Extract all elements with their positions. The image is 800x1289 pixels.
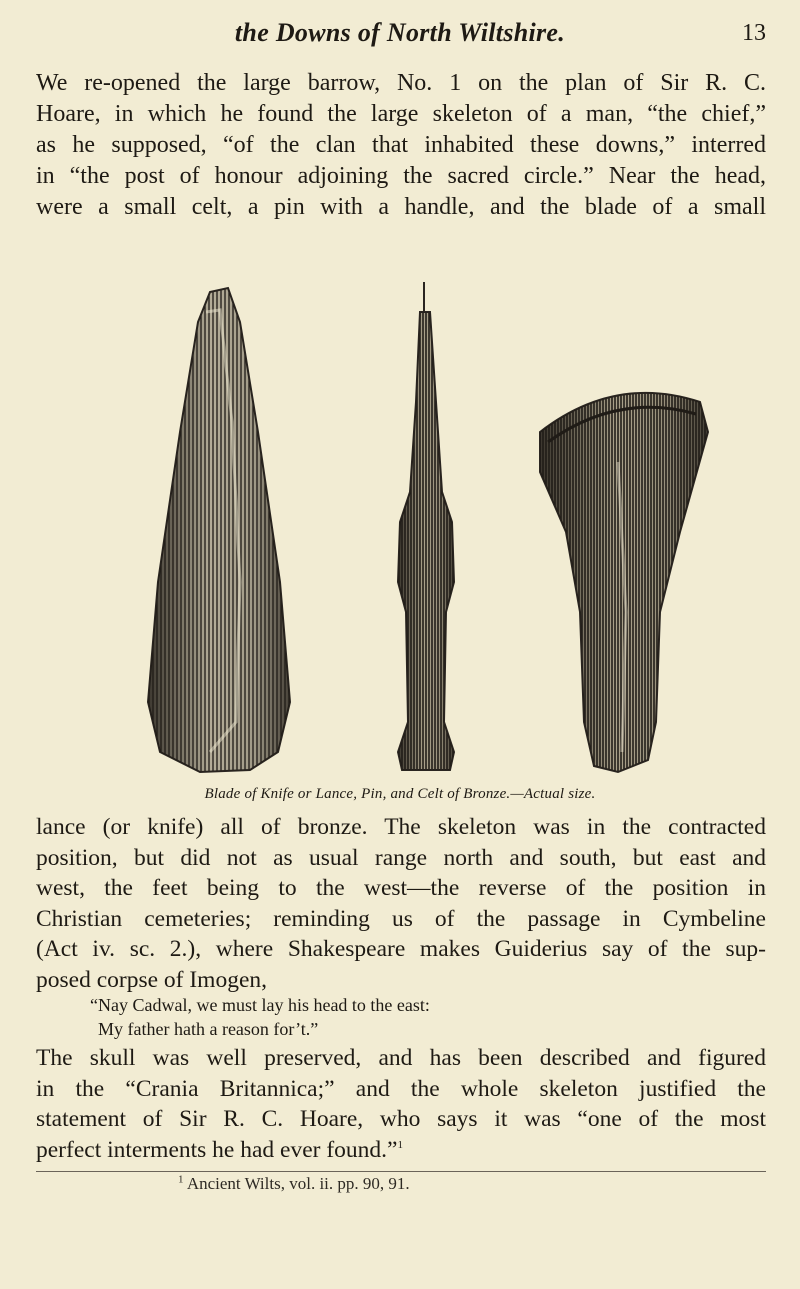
paragraph-1 [36,68,766,223]
text-line: west, the feet being to the west—the reverse of the position in [36,875,766,901]
text-line: in the “Crania Britannica;” and the whole skeleton justified the [36,1075,766,1102]
blade-drawing [148,288,290,772]
text-line: The skull was well preserved, and has been described and figured [36,1045,766,1071]
text-line: We re-opened the large barrow, No. 1 on the plan of Sir R. C. [36,70,766,96]
footnote-rule [36,1171,766,1172]
figure-caption: Blade of Knife or Lance, Pin, and Celt of Bronze.—Actual size. [204,786,596,802]
quote-line: My father hath a reason for’t.” [98,1019,319,1039]
quote-line: “Nay Cadwal, we must lay his head to the east: [90,995,430,1015]
celt-drawing [540,393,708,772]
text-line: were a small celt, a pin with a handle, and the blade of a small [36,194,766,220]
footnote [178,1174,410,1194]
running-title: the Downs of North Wiltshire. [234,18,566,47]
text-line: posed corpse of Imogen, [36,966,268,993]
text-line-content: perfect interments he had ever found.” [36,1136,398,1163]
paragraph-3 [36,1043,766,1165]
page-number: 13 [742,20,766,46]
pin-drawing [398,282,454,770]
text-line: Hoare, in which he found the large skeleton of a man, “the chief,” [36,101,766,127]
text-line: position, but did not as usual range north and south, but east and [36,844,766,871]
text-line [36,1135,766,1166]
text-line: in “the post of honour adjoining the sacred circle.” Near the head, [36,163,766,189]
footnote-text: Ancient Wilts, vol. ii. pp. 90, 91. [186,1174,410,1193]
text-line: statement of Sir R. C. Hoare, who says it was “one of the most [36,1106,766,1132]
shakespeare-quote [90,993,770,1041]
paragraph-2 [36,812,766,995]
text-line: lance (or knife) all of bronze. The skeleton was in the contracted [36,814,766,840]
text-line: (Act iv. sc. 2.), where Shakespeare makes Guiderius say of the sup- [36,936,766,962]
text-line: Christian cemeteries; reminding us of the passage in Cymbeline [36,905,766,932]
footnote-reference[interactable]: 1 [397,1138,403,1151]
footnote-marker: 1 [178,1173,184,1186]
bronze-artifacts-illustration [140,282,720,782]
text-line: as he supposed, “of the clan that inhabited these downs,” interred [36,132,766,158]
